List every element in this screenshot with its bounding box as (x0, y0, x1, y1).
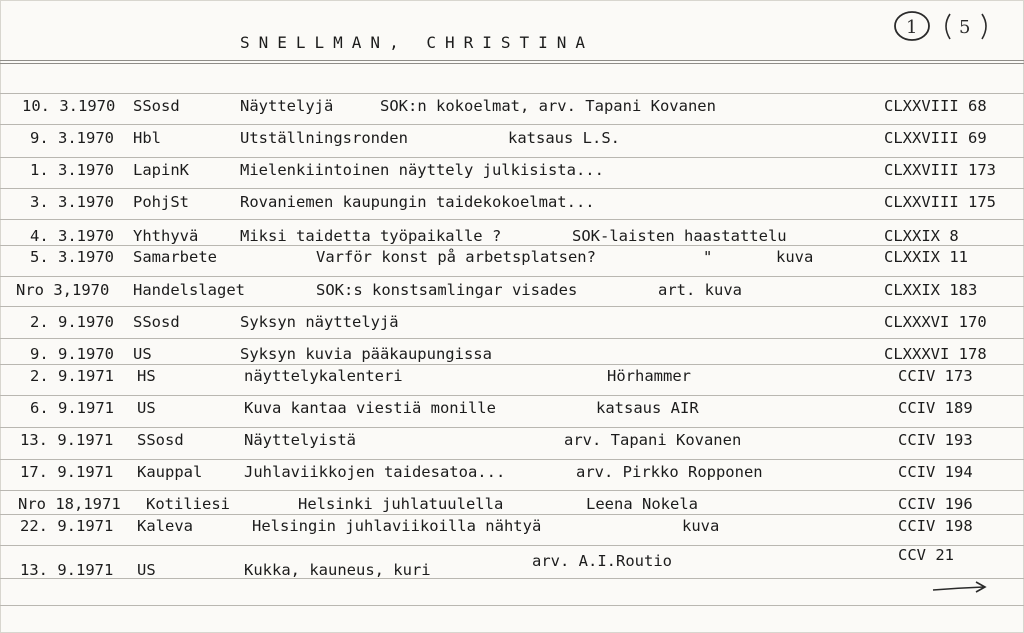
entry-source: US (137, 561, 156, 579)
entry-source: HS (137, 367, 156, 385)
entry-note: katsaus AIR (596, 399, 699, 417)
entry-title: Helsinki juhlatuulella (298, 495, 504, 513)
entry-title: Syksyn kuvia pääkaupungissa (240, 345, 492, 363)
ditto-mark: " (703, 248, 713, 266)
entry-source: US (133, 345, 152, 363)
entry-note: SOK-laisten haastattelu (572, 227, 787, 245)
entry-date: 2. 9.1970 (30, 313, 114, 331)
entry-note: art. kuva (658, 281, 742, 299)
rule-line (0, 63, 1024, 64)
entry-title: näyttelykalenteri (244, 367, 403, 385)
entry-note: arv. A.I.Routio (532, 552, 672, 570)
entry-date: 6. 9.1971 (30, 399, 114, 417)
entry-ref: CLXXXVI 170 (884, 313, 987, 331)
entry-ref: CCIV 173 (898, 367, 973, 385)
entry-title: Kuva kantaa viestiä monille (244, 399, 496, 417)
rule-line (0, 605, 1024, 606)
entry-row (0, 281, 1024, 301)
rule-line (0, 395, 1024, 396)
entry-source: Samarbete (133, 248, 217, 266)
circled-mark: 1 (906, 17, 918, 38)
entry-row (0, 97, 1024, 117)
entry-ref: CCIV 194 (898, 463, 973, 481)
entry-title: Mielenkiintoinen näyttely julkisista... (240, 161, 604, 179)
rule-line (0, 545, 1024, 546)
entry-source: Handelslaget (133, 281, 245, 299)
entry-note: katsaus L.S. (508, 129, 620, 147)
entry-row (0, 161, 1024, 181)
entry-source: SSosd (133, 313, 180, 331)
entry-source: Kotiliesi (146, 495, 230, 513)
entry-ref: CLXXIX 8 (884, 227, 959, 245)
entry-source: LapinK (133, 161, 189, 179)
corner-handwritten-marks (884, 6, 1014, 46)
entry-ref: CCV 21 (898, 546, 954, 564)
rule-line (0, 219, 1024, 220)
entry-title: Kukka, kauneus, kuri (244, 561, 431, 579)
rule-line (0, 124, 1024, 125)
entry-row (0, 495, 1024, 515)
entry-title: Juhlaviikkojen taidesatoa... (244, 463, 506, 481)
continue-arrow-icon (930, 578, 990, 598)
entry-title: SOK:s konstsamlingar visades (316, 281, 578, 299)
entry-row (0, 463, 1024, 483)
entry-row (0, 517, 1024, 537)
entry-source: Kauppal (137, 463, 203, 481)
entry-row (0, 227, 1024, 247)
entry-note: Hörhammer (607, 367, 691, 385)
entry-ref: CLXXVIII 69 (884, 129, 987, 147)
entry-date: 10. 3.1970 (22, 97, 116, 115)
rule-line (0, 306, 1024, 307)
entry-row (0, 399, 1024, 419)
rule-line (0, 459, 1024, 460)
entry-ref: CLXXXVI 178 (884, 345, 987, 363)
entry-date: 13. 9.1971 (20, 431, 114, 449)
entry-title: Syksyn näyttelyjä (240, 313, 399, 331)
entry-date: Nro 3,1970 (16, 281, 110, 299)
entry-note: kuva (776, 248, 814, 266)
rule-line (0, 93, 1024, 94)
entry-row (0, 129, 1024, 149)
entry-source: PohjSt (133, 193, 189, 211)
entry-date: 22. 9.1971 (20, 517, 114, 535)
entry-row (0, 431, 1024, 451)
entry-note: arv. Pirkko Ropponen (576, 463, 763, 481)
entry-date: 2. 9.1971 (30, 367, 114, 385)
entry-ref: CCIV 198 (898, 517, 973, 535)
entry-date: 17. 9.1971 (20, 463, 114, 481)
entry-title: Miksi taidetta työpaikalle ? (240, 227, 502, 245)
card-title: SNELLMAN, CHRISTINA (240, 33, 595, 52)
entry-date: 5. 3.1970 (30, 248, 114, 266)
entry-note: SOK:n kokoelmat, arv. Tapani Kovanen (380, 97, 716, 115)
entry-source: Hbl (133, 129, 161, 147)
entry-ref: CCIV 193 (898, 431, 973, 449)
entry-row (0, 546, 1024, 581)
entry-source: Yhthyvä (133, 227, 199, 245)
entry-date: 1. 3.1970 (30, 161, 114, 179)
entry-date: 4. 3.1970 (30, 227, 114, 245)
rule-line (0, 490, 1024, 491)
rule-line (0, 427, 1024, 428)
rule-line (0, 157, 1024, 158)
entry-ref: CLXXVIII 68 (884, 97, 987, 115)
rule-line (0, 188, 1024, 189)
entry-title: Näyttelyjä (240, 97, 334, 115)
entry-title: Näyttelyistä (244, 431, 356, 449)
entry-ref: CCIV 196 (898, 495, 973, 513)
entry-source: SSosd (137, 431, 184, 449)
entry-source: Kaleva (137, 517, 193, 535)
entry-row (0, 248, 1024, 268)
entry-date: Nro 18,1971 (18, 495, 121, 513)
entry-title: Utställningsronden (240, 129, 408, 147)
entry-row (0, 313, 1024, 333)
rule-line (0, 60, 1024, 61)
entry-date: 9. 3.1970 (30, 129, 114, 147)
entry-note: kuva (682, 517, 720, 535)
entry-ref: CLXXVIII 173 (884, 161, 996, 179)
entry-ref: CLXXIX 183 (884, 281, 978, 299)
entry-date: 13. 9.1971 (20, 561, 114, 579)
entry-note: arv. Tapani Kovanen (564, 431, 742, 449)
entry-ref: CLXXVIII 175 (884, 193, 996, 211)
entry-row (0, 193, 1024, 213)
entry-date: 9. 9.1970 (30, 345, 114, 363)
entry-note: Leena Nokela (586, 495, 698, 513)
entry-title: Varför konst på arbetsplatsen? (316, 248, 596, 266)
entry-source: US (137, 399, 156, 417)
entry-title: Rovaniemen kaupungin taidekokoelmat... (240, 193, 595, 211)
entry-source: SSosd (133, 97, 180, 115)
entry-title: Helsingin juhlaviikoilla nähtyä (252, 517, 542, 535)
rule-line (0, 338, 1024, 339)
rule-line (0, 276, 1024, 277)
entry-date: 3. 3.1970 (30, 193, 114, 211)
parenthesized-mark: 5 (959, 17, 971, 38)
entry-row (0, 345, 1024, 365)
entry-ref: CLXXIX 11 (884, 248, 968, 266)
entry-ref: CCIV 189 (898, 399, 973, 417)
entry-row (0, 367, 1024, 387)
